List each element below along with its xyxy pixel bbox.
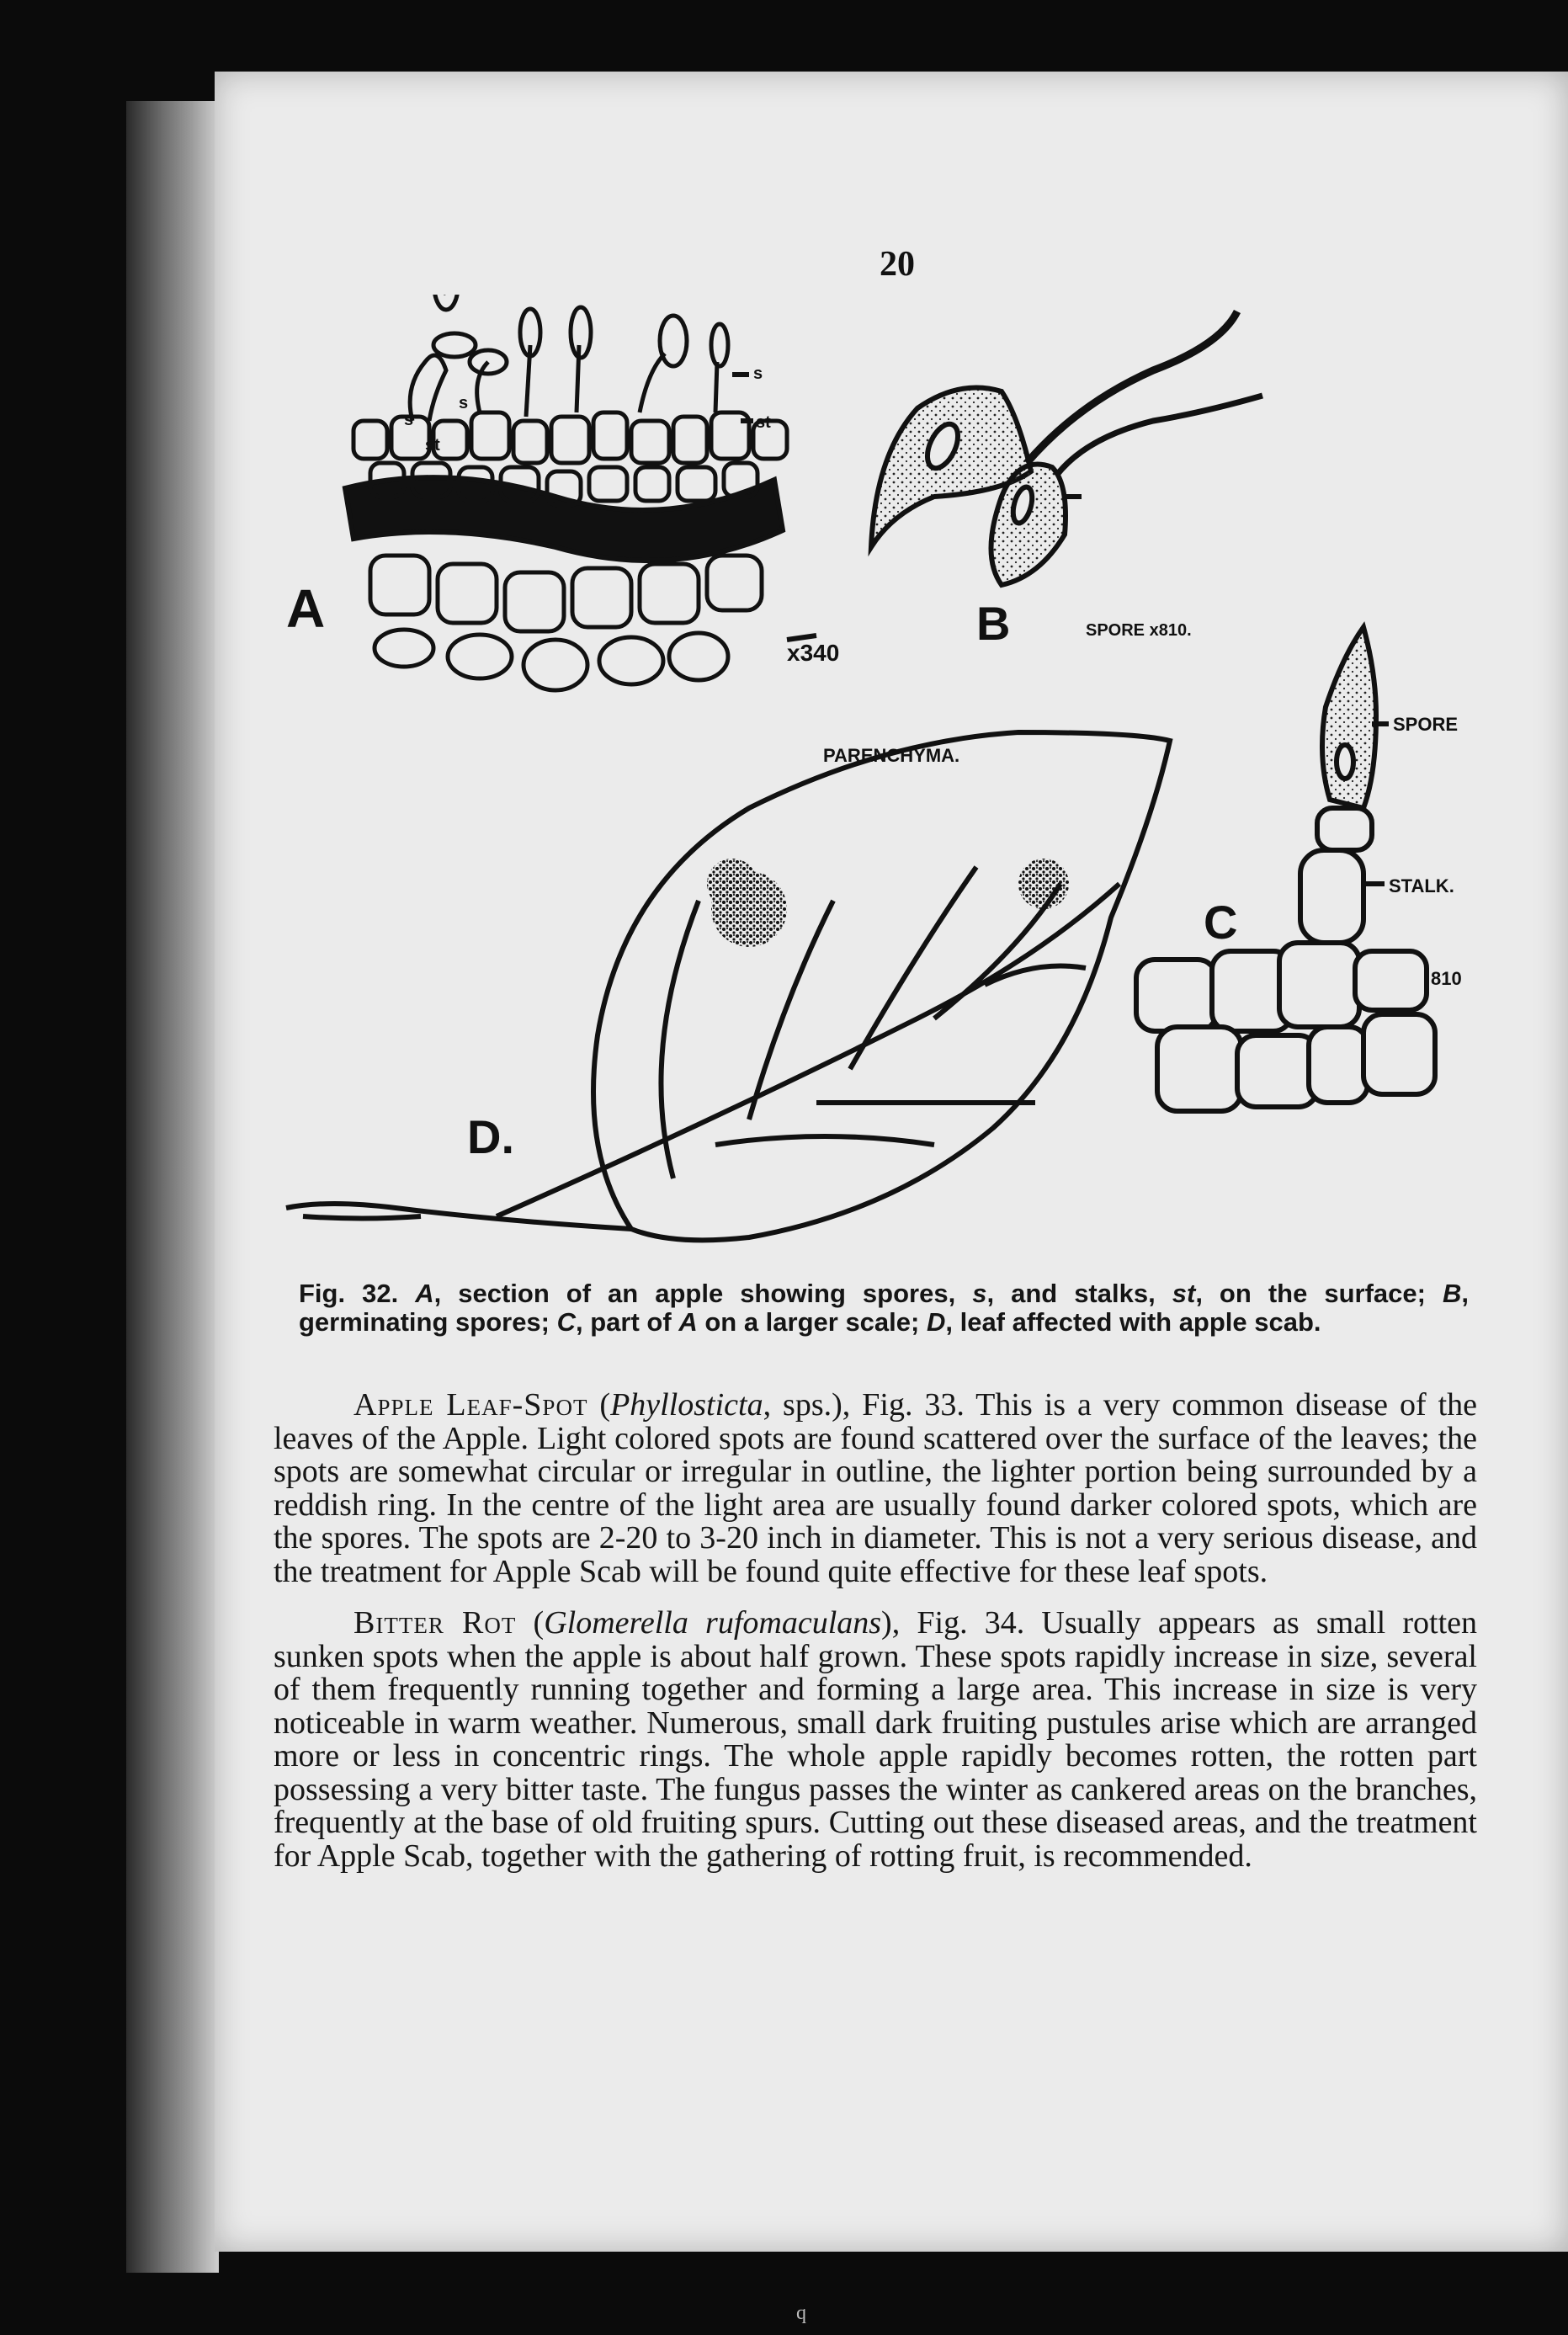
book-binding-edge xyxy=(126,101,219,2273)
caption-st: st xyxy=(1172,1279,1196,1308)
panel-a-section-drawing xyxy=(345,295,816,690)
panel-d-label: D. xyxy=(467,1110,514,1163)
panel-c-label: C xyxy=(1204,896,1238,949)
caption-d: D xyxy=(926,1307,946,1337)
paragraph-heading: Apple Leaf-Spot xyxy=(353,1387,588,1423)
annotation-s-1: s xyxy=(404,411,414,429)
caption-part-4: , germinating spores; xyxy=(299,1279,1469,1337)
caption-part-7: , leaf affected with apple scab. xyxy=(945,1307,1321,1337)
annotation-spore-b: SPORE x810. xyxy=(1086,621,1192,640)
figure-caption xyxy=(299,1279,1469,1337)
annotation-st-1: st xyxy=(425,436,440,455)
annotation-st-2: st xyxy=(756,413,771,432)
paragraph-latin-name: Glomerella rufomaculans xyxy=(544,1605,882,1641)
caption-c: C xyxy=(556,1307,577,1337)
panel-b-label: B xyxy=(976,597,1011,650)
paragraph-latin-name: Phyllosticta xyxy=(610,1387,763,1423)
panel-b-spores-drawing xyxy=(871,311,1262,585)
annotation-s-3: s xyxy=(753,364,763,383)
paragraph-text: ), Fig. 34. Usually appears as small rotten sunken spots when the apple is about half grown. These spots rapidly increase in size, several of them frequently running together and forming a large area. This increase in size is very noticeable in warm weather. Numerous, small dark fruiting pustules arise which are arranged more or less in concentric rings. The whole apple rapidly becomes rotten, the rotten part possessing a very bitter taste. The fungus passes the winter as cankered areas on the branches, frequently at the base of old fruiting spurs. Cutting out these diseased areas, and the treatment for Apple Scab, together with the gathering of rotting fruit, is recommended. xyxy=(274,1605,1478,1874)
paragraph-text: , sps.), Fig. 33. This is a very common disease of the leaves of the Apple. Light colored spots are found scattered over the surface of the leaves; the spots are somewhat circular or irregular in outline, the lighter portion being surrounded by a reddish ring. In the centre of the light area are usually found darker colored spots, which are the spores. The spots are 2-20 to 3-20 inch in diameter. This is not a very serious disease, and the treatment for Apple Scab will be found quite effective for these leaf spots. xyxy=(274,1387,1477,1589)
annotation-spore-c: SPORE xyxy=(1393,714,1459,735)
body-text xyxy=(274,1389,1477,1891)
page-number: 20 xyxy=(880,245,915,284)
annotation-magnification-c: 810 xyxy=(1431,968,1462,989)
caption-part-6: on a larger scale; xyxy=(704,1307,920,1337)
caption-a: A xyxy=(415,1279,434,1308)
footer-mark: q xyxy=(796,2302,806,2324)
annotation-s-2: s xyxy=(459,394,469,412)
caption-part-1: , section of an apple showing spores, xyxy=(433,1279,956,1308)
caption-part-2: , and stalks, xyxy=(986,1279,1156,1308)
panel-a-label: A xyxy=(286,578,326,639)
annotation-stalk-c: STALK. xyxy=(1389,875,1454,896)
paragraph-heading: Bitter Rot xyxy=(353,1605,517,1641)
figure-32-illustration xyxy=(278,295,1532,1296)
caption-part-5: , part of xyxy=(576,1307,672,1337)
panel-c-enlarged-drawing xyxy=(1136,627,1435,1111)
panel-d-leaf-drawing xyxy=(286,732,1170,1240)
paragraph-apple-leaf-spot: Apple Leaf-Spot (Phyllosticta, sps.), Fig. 33. This is a very common disease of the leaves of the Apple. Light colored spots are found scattered over the surface of the leaves; the spots are somewhat circular or irregular in outline, the lighter portion being surrounded by a reddish ring. In the centre of the light area are usually found darker colored spots, which are the spores. The spots are 2-20 to 3-20 inch in diameter. This is not a very serious disease, and the treatment for Apple Scab will be found quite effective for these leaf spots. xyxy=(274,1387,1477,1589)
annotation-parenchyma: PARENCHYMA. xyxy=(823,745,960,766)
caption-a-2: A xyxy=(678,1307,698,1337)
caption-b: B xyxy=(1442,1279,1462,1308)
caption-s: s xyxy=(972,1279,987,1308)
annotation-magnification-a: x340 xyxy=(787,640,840,666)
caption-fig-number: Fig. 32. xyxy=(299,1279,399,1308)
paragraph-bitter-rot: Bitter Rot (Glomerella rufomaculans), Fig. 34. Usually appears as small rotten sunken spots when the apple is about half grown. These spots rapidly increase in size, several of them frequently running together and forming a large area. This increase in size is very noticeable in warm weather. Numerous, small dark fruiting pustules arise which are arranged more or less in concentric rings. The whole apple rapidly becomes rotten, the rotten part possessing a very bitter taste. The fungus passes the winter as cankered areas on the branches, frequently at the base of old fruiting spurs. Cutting out these diseased areas, and the treatment for Apple Scab, together with the gathering of rotting fruit, is recommended. xyxy=(274,1605,1478,1874)
caption-part-3: , on the surface; xyxy=(1195,1279,1426,1308)
